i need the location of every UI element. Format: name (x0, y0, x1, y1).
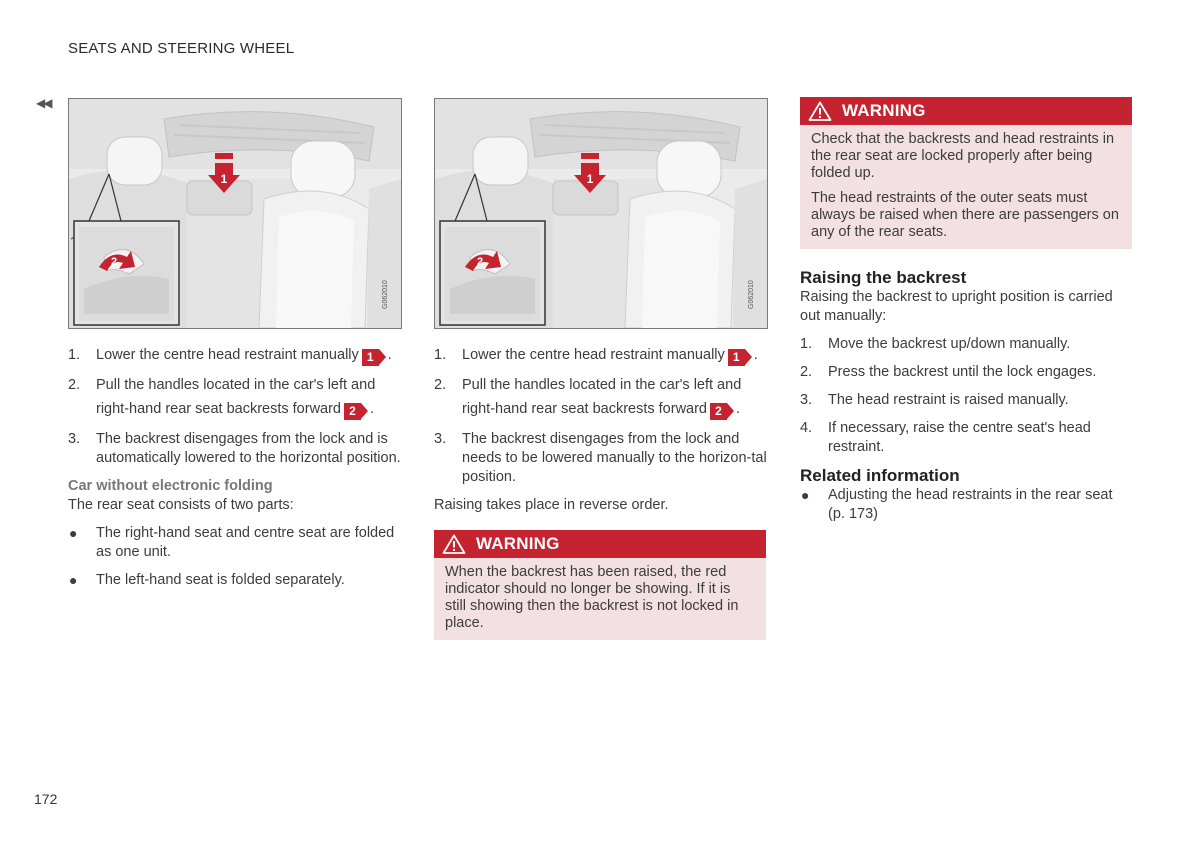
column-1 (68, 346, 402, 599)
step-badge-icon: 1 (362, 349, 379, 366)
warning-title-bar (800, 97, 1132, 125)
warning-title: WARNING (476, 534, 560, 553)
warning-title: WARNING (842, 101, 926, 120)
list-item: 1. Lower the centre head restraint manually 1 . (434, 347, 758, 364)
bullet-list (68, 524, 402, 590)
list-item: ● The left-hand seat is folded separately. (69, 572, 345, 588)
continued-from-previous-icon: ◀◀ (36, 96, 51, 110)
reverse-order-note: Raising takes place in reverse order. (434, 497, 669, 513)
page-number: 172 (34, 791, 58, 807)
list-item: 1. Lower the centre head restraint manually 1 . (68, 347, 392, 364)
list-item: 2. Pull the handles located in the car's left and right-hand rear seat backrests forward 2 . (434, 377, 742, 418)
warning-box (800, 97, 1132, 249)
svg-text:2: 2 (476, 256, 484, 268)
raising-backrest-heading: Raising the backrest (800, 268, 967, 287)
step-badge-icon: 2 (710, 403, 727, 420)
column-3 (800, 268, 1132, 533)
intro-text: The rear seat consists of two parts: (68, 497, 294, 513)
raise-steps-list (800, 335, 1132, 457)
related-links-list (800, 486, 1132, 524)
warning-body: Check that the backrests and head restraints in the rear seat are locked properly after being folded up. The head restraints of the outer seats must always be raised when there are passengers on any of the rear seats. (811, 131, 1119, 240)
warning-triangle-icon (442, 534, 466, 554)
list-item: 2. Pull the handles located in the car's left and right-hand rear seat backrests forward 2 . (68, 377, 376, 418)
illustration-code: G062010 (748, 280, 755, 309)
svg-text:2: 2 (110, 256, 118, 268)
list-item: 4. If necessary, raise the centre seat's head restraint. (800, 420, 1091, 455)
column-2 (434, 346, 768, 515)
fold-steps-list (434, 346, 768, 487)
warning-box (434, 530, 766, 640)
list-item: 3. The backrest disengages from the lock and needs to be lowered manually to the horizon-tal position. (434, 431, 767, 485)
related-information-heading: Related information (800, 466, 960, 485)
illustration-code: G062010 (382, 280, 389, 309)
list-item: 3. The head restraint is raised manually. (800, 392, 1069, 408)
subheading: Car without electronic folding (68, 478, 273, 494)
step-badge-icon: 2 (344, 403, 361, 420)
list-item: 2. Press the backrest until the lock engages. (800, 364, 1097, 380)
warning-triangle-icon (808, 101, 832, 121)
section-header: SEATS AND STEERING WHEEL (68, 40, 295, 57)
fold-steps-list (68, 346, 402, 468)
list-item: 1. Move the backrest up/down manually. (800, 336, 1071, 352)
svg-text:1: 1 (220, 172, 228, 186)
related-link[interactable]: ● Adjusting the head restraints in the rear seat (p. 173) (801, 487, 1113, 522)
warning-title-bar (434, 530, 766, 558)
raising-intro: Raising the backrest to upright position is carried out manually: (800, 289, 1113, 324)
list-item: ● The right-hand seat and centre seat are folded as one unit. (69, 525, 395, 560)
svg-text:1: 1 (586, 172, 594, 186)
rear-seat-illustration-1 (68, 98, 402, 329)
warning-body: When the backrest has been raised, the red indicator should no longer be showing. If it is still showing then the backrest is not locked in place. (445, 564, 739, 631)
list-item: 3. The backrest disengages from the lock and is automatically lowered to the horizontal position. (68, 431, 401, 466)
rear-seat-illustration-2 (434, 98, 768, 329)
step-badge-icon: 1 (728, 349, 745, 366)
